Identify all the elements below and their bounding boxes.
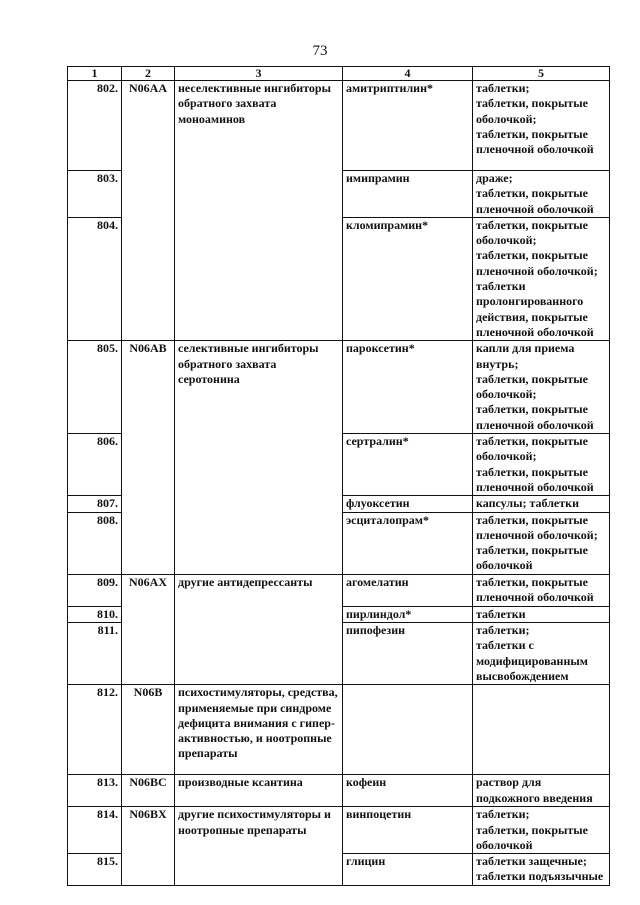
drug-name: амитриптилин* (343, 81, 473, 171)
dosage-forms (473, 341, 610, 434)
dosage-form-line: драже; (476, 171, 513, 185)
row-number: 811. (68, 623, 122, 685)
dosage-forms (473, 775, 610, 807)
drug-name: сертралин* (343, 434, 473, 496)
dosage-form-line: таблетки подъязычные (476, 869, 604, 884)
dosage-form-line: таблетки (476, 606, 526, 621)
atc-code: N06B (122, 685, 175, 775)
row-number: 808. (68, 512, 122, 574)
drug-name: эсциталопрам* (343, 512, 473, 574)
header-cell-2: 2 (122, 67, 175, 81)
page-number: 73 (312, 43, 328, 59)
drug-name: пирлиндол* (343, 606, 473, 622)
row-number: 815. (68, 854, 122, 886)
dosage-forms (473, 807, 610, 854)
row-number: 805. (68, 341, 122, 434)
dosage-form-line: таблетки защечные; (476, 854, 587, 869)
drug-name: агомелатин (343, 574, 473, 606)
dosage-form-line: таблетки, покрытые пленочной оболочкой (476, 186, 594, 216)
header-row (68, 67, 610, 81)
atc-code: N06BX (122, 807, 175, 886)
dosage-form-line: таблетки, покрытые пленочной оболочкой (476, 126, 594, 157)
dosage-forms (473, 496, 610, 512)
dosage-forms (473, 854, 610, 886)
drug-name: имипрамин (343, 171, 473, 218)
dosage-form-line: таблетки; (476, 623, 530, 638)
row-number: 806. (68, 434, 122, 496)
atc-code: N06BC (122, 775, 175, 807)
row-number: 814. (68, 807, 122, 854)
header-cell-3: 3 (175, 67, 343, 81)
dosage-forms (473, 574, 610, 606)
row-number: 809. (68, 574, 122, 606)
dosage-forms (473, 434, 610, 496)
drug-name: кофеин (343, 775, 473, 807)
row-number: 813. (68, 775, 122, 807)
drug-name: флуоксетин (343, 496, 473, 512)
dosage-form-line: таблетки; (476, 81, 530, 95)
dosage-form-line: таблетки, покрытые пленочной оболочкой (476, 574, 594, 605)
group-name: психостимуляторы, средства, применяемые при синдроме дефицита внимания с гипер-активностью, и ноотропные препараты (175, 685, 343, 775)
row-number: 803. (68, 171, 122, 218)
row-number: 810. (68, 606, 122, 622)
dosage-forms (473, 623, 610, 685)
dosage-form-line: таблетки, покрытые оболочкой; (476, 96, 588, 126)
dosage-forms (473, 606, 610, 622)
row-number: 802. (68, 81, 122, 171)
table-body (68, 81, 610, 886)
drug-name: пароксетин* (343, 341, 473, 434)
drug-table (67, 66, 610, 886)
group-name: неселективные ингибиторы обратного захвата моноаминов (175, 81, 343, 341)
dosage-form-line: таблетки, покрытые пленочной оболочкой; (476, 512, 598, 542)
dosage-form-line: таблетки, покрытые оболочкой (476, 543, 588, 573)
atc-code: N06AB (122, 341, 175, 574)
drug-name: винпоцетин (343, 807, 473, 854)
table-row (68, 775, 610, 807)
dosage-form-line: таблетки, покрытые пленочной оболочкой; (476, 248, 598, 278)
table-row (68, 341, 610, 434)
dosage-form-line: таблетки, покрытые оболочкой (476, 822, 588, 852)
drug-name: кломипрамин* (343, 217, 473, 340)
table-row (68, 574, 610, 606)
dosage-forms (473, 171, 610, 218)
dosage-form-line: таблетки, покрытые оболочкой; (476, 434, 588, 464)
dosage-forms (473, 217, 610, 340)
dosage-form-line: таблетки с модифицированным высвобождением (476, 638, 588, 683)
dosage-form-line: раствор для подкожного введения (476, 775, 593, 805)
table-row (68, 807, 610, 854)
table-row (68, 685, 610, 775)
dosage-forms (473, 512, 610, 574)
dosage-forms (473, 685, 610, 775)
group-name: другие антидепрессанты (175, 574, 343, 684)
header-cell-4: 4 (343, 67, 473, 81)
drug-name: глицин (343, 854, 473, 886)
dosage-form-line: таблетки пролонгированного действия, покрытые пленочной оболочкой (476, 279, 594, 339)
dosage-form-line: таблетки, покрытые оболочкой; (476, 217, 588, 248)
row-number: 804. (68, 217, 122, 340)
row-number: 807. (68, 496, 122, 512)
atc-code: N06AX (122, 574, 175, 684)
atc-code: N06AA (122, 81, 175, 341)
dosage-form-line: таблетки, покрытые пленочной оболочкой (476, 402, 594, 432)
dosage-form-line: таблетки; (476, 807, 530, 822)
header-cell-1: 1 (68, 67, 122, 81)
row-number: 812. (68, 685, 122, 775)
dosage-form-line: таблетки, покрытые оболочкой; (476, 371, 588, 402)
group-name: другие психостимуляторы и ноотропные препараты (175, 807, 343, 886)
dosage-form-line: таблетки, покрытые пленочной оболочкой (476, 464, 594, 494)
dosage-form-line: капсулы; таблетки (476, 496, 579, 511)
drug-name: пипофезин (343, 623, 473, 685)
dosage-forms (473, 81, 610, 171)
drug-name (343, 685, 473, 775)
group-name: селективные ингибиторы обратного захвата серотонина (175, 341, 343, 574)
group-name: производные ксантина (175, 775, 343, 807)
dosage-form-line: капли для приема внутрь; (476, 341, 575, 371)
table-row (68, 81, 610, 171)
header-cell-5: 5 (473, 67, 610, 81)
